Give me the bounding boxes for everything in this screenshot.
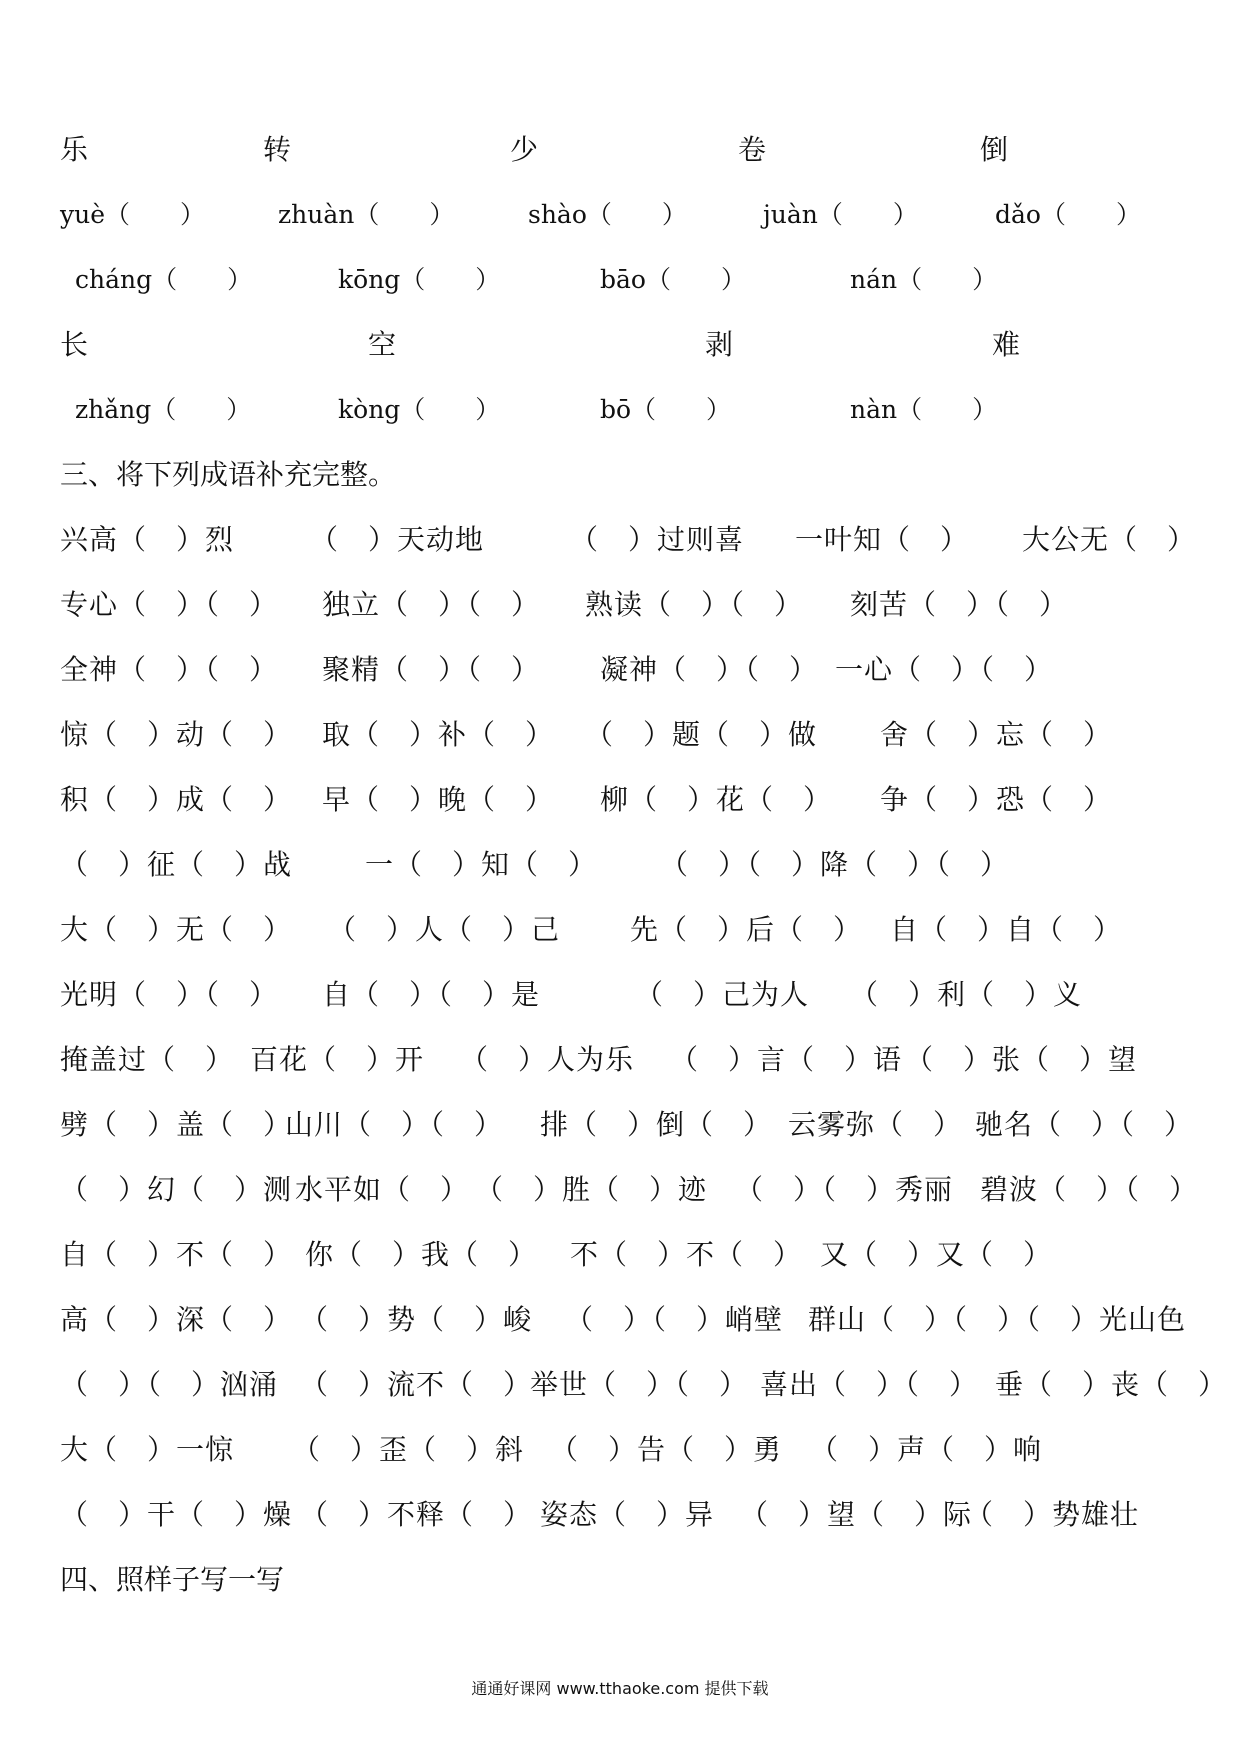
idiom: 兴高（ ）烈 xyxy=(60,523,235,556)
idiom: 惊（ ）动（ ） xyxy=(60,718,293,751)
idiom: 你（ ）我（ ） xyxy=(305,1238,538,1271)
char-le: 乐 xyxy=(60,133,89,166)
pinyin-bo: bō（ ） xyxy=(600,395,732,424)
idiom: 群山（ ）（ ）（ ）光山色 xyxy=(808,1303,1187,1336)
idiom: 排（ ）倒（ ） xyxy=(540,1108,773,1141)
pinyin-yue: yuè（ ） xyxy=(60,200,206,229)
idiom: 先（ ）后（ ） xyxy=(630,913,863,946)
idiom: 独立（ ）（ ） xyxy=(322,588,541,621)
idiom: 舍（ ）忘（ ） xyxy=(880,718,1113,751)
chars-row-2 xyxy=(60,320,1200,370)
idiom: 取（ ）补（ ） xyxy=(322,718,555,751)
idiom: （ ）人为乐 xyxy=(460,1043,635,1076)
idiom: （ ）征（ ）战 xyxy=(60,848,293,881)
idiom: （ ）声（ ）响 xyxy=(810,1433,1043,1466)
idiom: （ ）流不（ ） xyxy=(300,1368,533,1401)
char-chang: 长 xyxy=(60,328,89,361)
idiom: 劈（ ）盖（ ） xyxy=(60,1108,293,1141)
idiom: 柳（ ）花（ ） xyxy=(600,783,833,816)
idiom: 云雾弥（ ） xyxy=(788,1108,963,1141)
idiom: （ ）（ ）峭壁 xyxy=(565,1303,784,1336)
pinyin-chang: cháng（ ） xyxy=(75,265,253,294)
idiom: 姿态（ ）异 xyxy=(540,1498,715,1531)
idiom: 凝神（ ）（ ） xyxy=(600,653,819,686)
idiom: 又（ ）又（ ） xyxy=(820,1238,1053,1271)
idiom: 喜出（ ）（ ） xyxy=(760,1368,979,1401)
idiom-row-8 xyxy=(60,970,1200,1020)
idiom: 聚精（ ）（ ） xyxy=(322,653,541,686)
idiom-row-5 xyxy=(60,775,1200,825)
idiom-row-4 xyxy=(60,710,1200,760)
idiom: 举世（ ）（ ） xyxy=(530,1368,749,1401)
idiom: 不（ ）不（ ） xyxy=(570,1238,803,1271)
idiom: 早（ ）晚（ ） xyxy=(322,783,555,816)
idiom: 争（ ）恐（ ） xyxy=(880,783,1113,816)
section-3-heading: 三、将下列成语补充完整。 xyxy=(60,458,397,491)
idiom: 自（ ）不（ ） xyxy=(60,1238,293,1271)
pinyin-juan: juàn（ ） xyxy=(763,200,918,229)
pinyin-zhang: zhǎng（ ） xyxy=(75,395,252,424)
chars-row-1 xyxy=(60,125,1200,175)
pinyin-shao: shào（ ） xyxy=(528,200,687,229)
idiom: 一（ ）知（ ） xyxy=(365,848,598,881)
idiom: （ ）歪（ ）斜 xyxy=(292,1433,525,1466)
idiom: （ ）（ ）降（ ）（ ） xyxy=(660,848,1010,881)
idiom-row-15 xyxy=(60,1425,1200,1475)
idiom: （ ）过则喜 xyxy=(570,523,745,556)
idiom: （ ）胜（ ）迹 xyxy=(475,1173,708,1206)
idiom: 大（ ）无（ ） xyxy=(60,913,293,946)
idiom-row-13 xyxy=(60,1295,1200,1345)
char-shao: 少 xyxy=(510,133,539,166)
char-zhuan: 转 xyxy=(263,133,292,166)
idiom: 光明（ ）（ ） xyxy=(60,978,279,1011)
idiom: 大（ ）一惊 xyxy=(60,1433,235,1466)
pinyin-bao: bāo（ ） xyxy=(600,265,746,294)
idiom: 熟读（ ）（ ） xyxy=(585,588,804,621)
idiom-row-14 xyxy=(60,1360,1228,1410)
idiom: （ ）势（ ）峻 xyxy=(300,1303,533,1336)
char-dao: 倒 xyxy=(980,133,1009,166)
idiom: （ ）己为人 xyxy=(635,978,810,1011)
pinyin-zhuan: zhuàn（ ） xyxy=(278,200,455,229)
idiom: 高（ ）深（ ） xyxy=(60,1303,293,1336)
idiom-row-12 xyxy=(60,1230,1200,1280)
idiom: 自（ ）自（ ） xyxy=(890,913,1123,946)
idiom: 垂（ ）丧（ ） xyxy=(995,1368,1228,1401)
idiom-row-2 xyxy=(60,580,1200,630)
idiom: 积（ ）成（ ） xyxy=(60,783,293,816)
idiom: 百花（ ）开 xyxy=(250,1043,425,1076)
idiom: （ ）干（ ）燥 xyxy=(60,1498,293,1531)
idiom: （ ）张（ ）望 xyxy=(905,1043,1138,1076)
idiom: 全神（ ）（ ） xyxy=(60,653,279,686)
idiom-row-6 xyxy=(60,840,1200,890)
char-juan: 卷 xyxy=(738,133,767,166)
idiom: 自（ ）（ ）是 xyxy=(322,978,541,1011)
idiom: （ ）势雄壮 xyxy=(965,1498,1140,1531)
idiom: 大公无（ ） xyxy=(1022,523,1197,556)
idiom: （ ）告（ ）勇 xyxy=(550,1433,783,1466)
pinyin-dao: dǎo（ ） xyxy=(995,200,1141,229)
idiom: （ ）不释（ ） xyxy=(300,1498,533,1531)
idiom: 水平如（ ） xyxy=(295,1173,470,1206)
idiom-row-11 xyxy=(60,1165,1200,1215)
idiom: （ ）利（ ）义 xyxy=(850,978,1083,1011)
footer-credit: 通通好课网 www.tthaoke.com 提供下载 xyxy=(471,1679,769,1698)
idiom: （ ）（ ）汹涌 xyxy=(60,1368,279,1401)
idiom: （ ）天动地 xyxy=(310,523,485,556)
pinyin-kong4: kòng（ ） xyxy=(338,395,501,424)
idiom: 掩盖过（ ） xyxy=(60,1043,235,1076)
idiom-row-3 xyxy=(60,645,1200,695)
idiom-row-1 xyxy=(60,515,1200,565)
idiom: （ ）（ ）秀丽 xyxy=(735,1173,954,1206)
section-4-heading: 四、照样子写一写 xyxy=(60,1563,285,1596)
char-nan: 难 xyxy=(992,328,1021,361)
pinyin-row-2 xyxy=(60,255,1200,305)
idiom-row-7 xyxy=(60,905,1200,955)
idiom: （ ）人（ ）己 xyxy=(328,913,561,946)
idiom: 驰名（ ）（ ） xyxy=(975,1108,1194,1141)
idiom: 刻苦（ ）（ ） xyxy=(850,588,1069,621)
idiom: 一心（ ）（ ） xyxy=(835,653,1054,686)
idiom: 碧波（ ）（ ） xyxy=(980,1173,1199,1206)
pinyin-nan4: nàn（ ） xyxy=(850,395,998,424)
idiom: （ ）幻（ ）测 xyxy=(60,1173,293,1206)
pinyin-row-3 xyxy=(60,385,1200,435)
pinyin-kong1: kōng（ ） xyxy=(338,265,501,294)
idiom: （ ）题（ ）做 xyxy=(585,718,818,751)
idiom-row-10 xyxy=(60,1100,1200,1150)
idiom-row-16 xyxy=(60,1490,1200,1540)
pinyin-nan2: nán（ ） xyxy=(850,265,998,294)
idiom: 一叶知（ ） xyxy=(795,523,970,556)
idiom: （ ）言（ ）语 xyxy=(670,1043,903,1076)
char-kong: 空 xyxy=(368,328,397,361)
idiom: 专心（ ）（ ） xyxy=(60,588,279,621)
idiom: （ ）望（ ）际 xyxy=(740,1498,973,1531)
idiom-row-9 xyxy=(60,1035,1200,1085)
idiom: 山川（ ）（ ） xyxy=(285,1108,504,1141)
pinyin-row-1 xyxy=(60,190,1200,240)
char-bao: 剥 xyxy=(705,328,734,361)
